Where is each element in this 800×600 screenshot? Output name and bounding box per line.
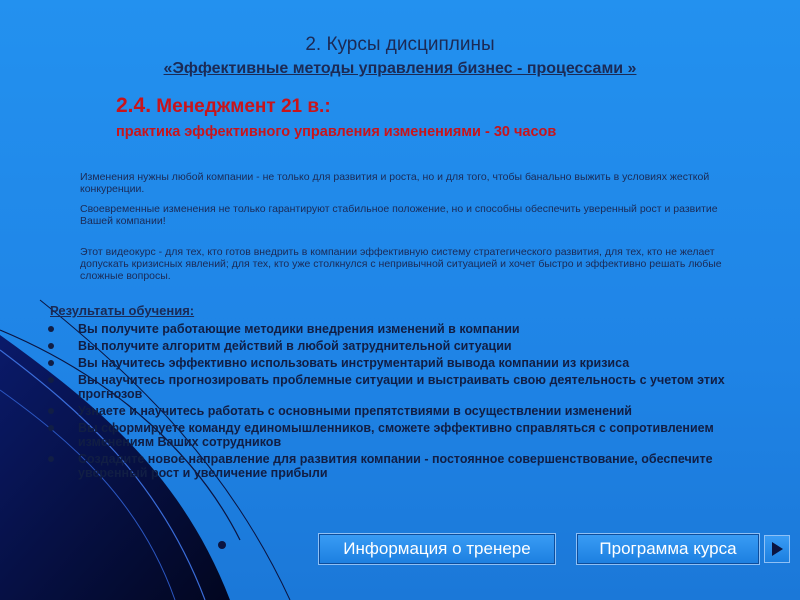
bullet-icon (48, 408, 54, 414)
triangle-right-icon (770, 541, 784, 557)
bullet-icon (48, 343, 54, 349)
results-list (48, 322, 768, 483)
intro-paragraph-1: Изменения нужны любой компании - не только для развития и роста, но и для того, чтобы банально выжить в условиях жесткой конкуренции. (80, 171, 710, 195)
intro-paragraph-2: Своевременные изменения не только гарантируют стабильное положение, но и способны обеспечить уверенный рост и развитие Вашей компании! (80, 203, 718, 227)
list-item: Вы получите работающие методики внедрения изменений в компании (48, 322, 768, 336)
bullet-icon (48, 456, 54, 462)
bullet-icon (48, 360, 54, 366)
intro-paragraph-3: Этот видеокурс - для тех, кто готов внедрить в компании эффективную систему стратегического развития, для тех, кто не желает допускать кризисных явлений; для тех, кто уже столкнулся с непривычной ситуацией и хочет быстро и эффективно решать любые сложные вопросы. (80, 246, 722, 282)
list-item: Вы научитесь эффективно использовать инструментарий вывода компании из кризиса (48, 356, 768, 370)
list-item: Вы получите алгоритм действий в любой затруднительной ситуации (48, 339, 768, 353)
list-item: Узнаете и научитесь работать с основными препятствиями в осуществлении изменений (48, 404, 768, 418)
list-item: Вы научитесь прогнозировать проблемные ситуации и выстраивать свою деятельность с учетом этих прогнозов (48, 373, 768, 401)
list-item: Вы сформируете команду единомышленников, сможете эффективно справляться с сопротивлением изменениям Ваших сотрудников (48, 421, 768, 449)
list-item: Создадите новое направление для развития компании - постоянное совершенствование, обеспечите уверенный рост и увеличение прибыли (48, 452, 768, 480)
course-program-button[interactable]: Программа курса (576, 533, 760, 565)
module-number: 2.4. (116, 94, 152, 117)
module-title: Менеджмент 21 в.: (151, 96, 331, 117)
next-slide-button[interactable] (764, 535, 790, 563)
bullet-icon (48, 377, 54, 383)
trainer-info-button[interactable]: Информация о тренере (318, 533, 556, 565)
bullet-icon (48, 425, 54, 431)
module-heading (116, 94, 331, 118)
page-title: 2. Курсы дисциплины (305, 34, 495, 55)
results-heading: Результаты обучения: (50, 303, 195, 318)
bullet-icon (48, 326, 54, 332)
module-subtitle: практика эффективного управления изменениями - 30 часов (116, 124, 557, 140)
course-title: «Эффективные методы управления бизнес - процессами » (163, 60, 637, 77)
